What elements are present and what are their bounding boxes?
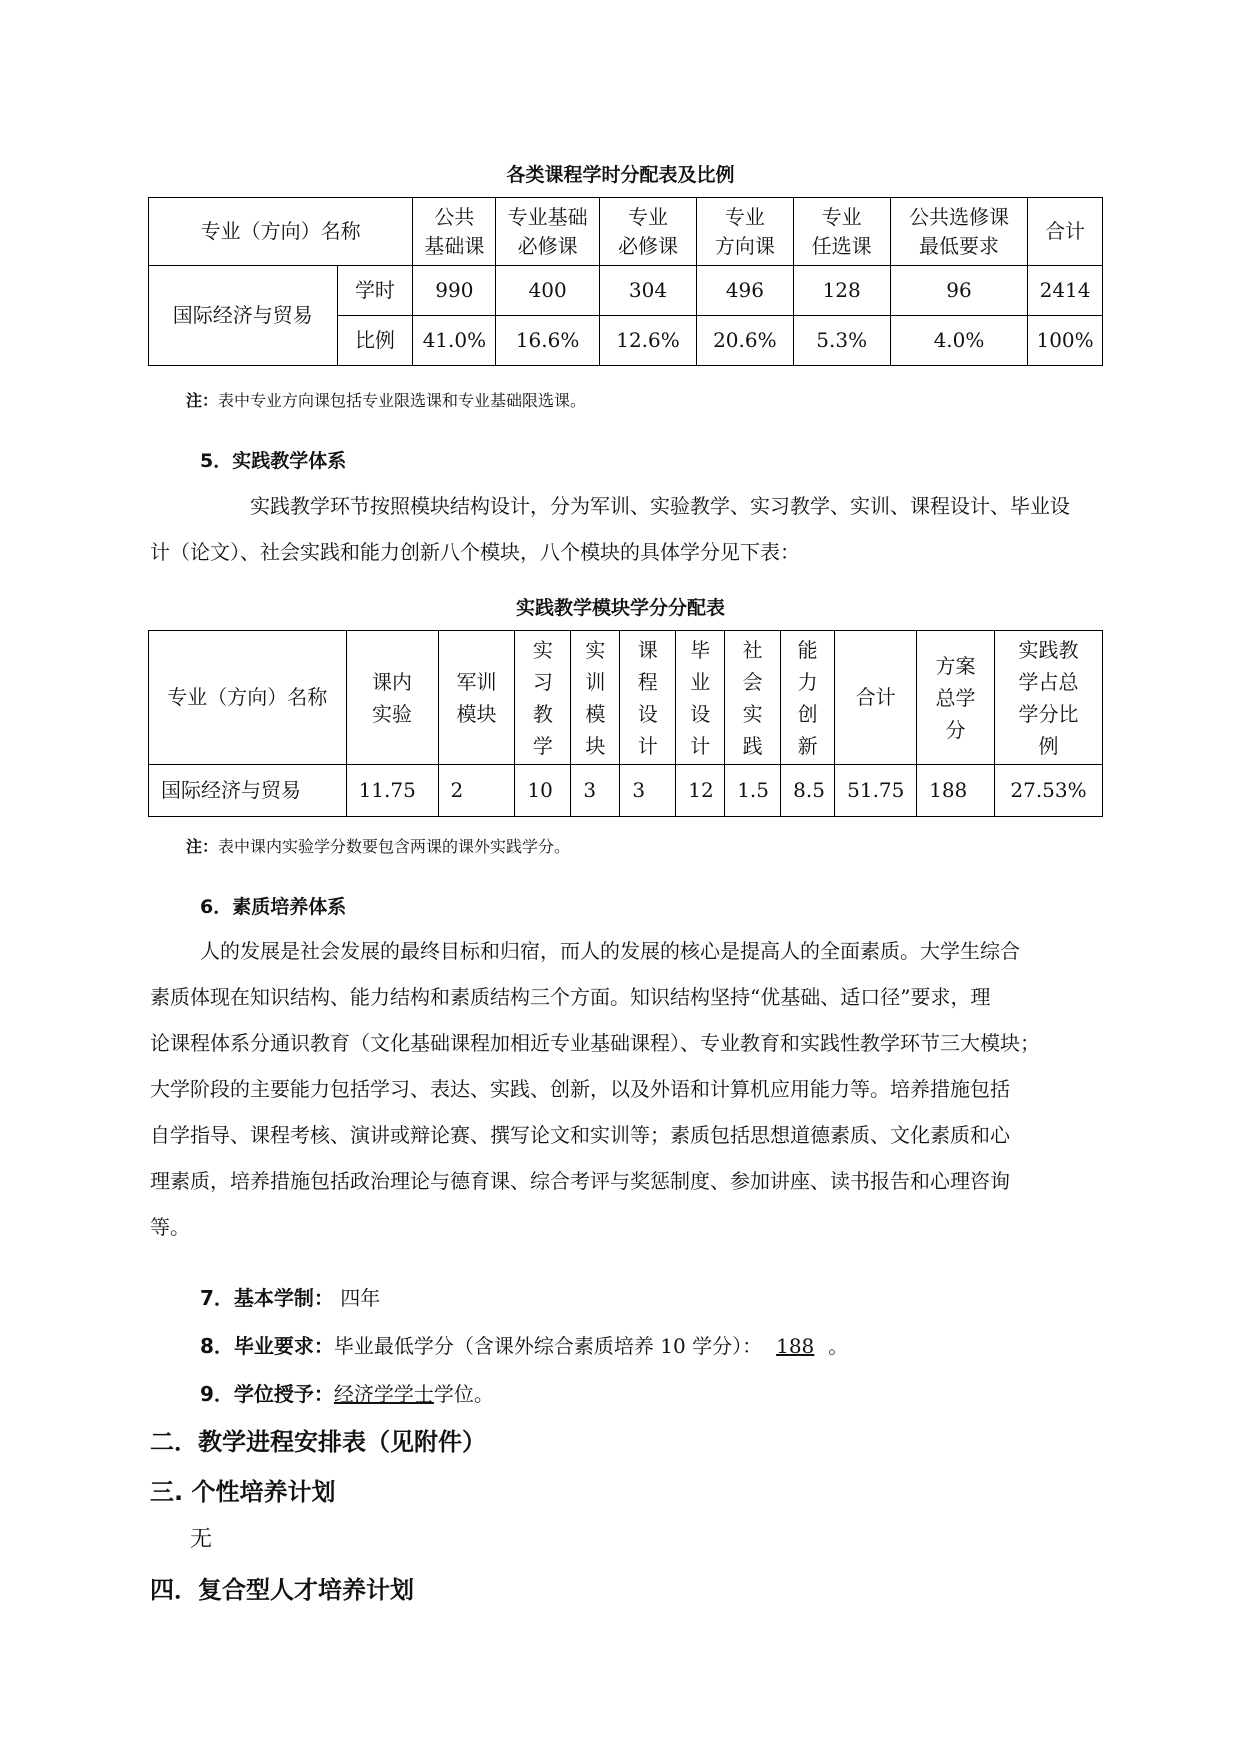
table1-note: 注：表中专业方向课包括专业限选课和专业基础限选课。: [186, 391, 587, 410]
t2-cell: 11.75: [346, 765, 438, 817]
t1-header-col: 专业 必修课: [599, 198, 696, 266]
t1-cell: 96: [890, 266, 1027, 316]
t1-cell: 128: [793, 266, 890, 316]
practice-credits-table: [148, 630, 1103, 817]
t2-header-col: 实训模块: [571, 631, 620, 765]
t2-header-col: 军训模块: [438, 631, 515, 765]
t2-header-col: 合计: [835, 631, 917, 765]
t1-cell: 990: [413, 266, 496, 316]
item9-degree: 9．学位授予：经济学学士学位。: [200, 1382, 494, 1406]
t1-major-cell: 国际经济与贸易: [149, 266, 338, 366]
t2-header-col: 毕业设计: [676, 631, 725, 765]
t2-header-col: 课程设计: [620, 631, 676, 765]
t2-header-col: 能力创新: [781, 631, 835, 765]
section5-heading: 5．实践教学体系: [200, 450, 347, 472]
t2-header-col: 实践教学占总学分比例: [995, 631, 1103, 765]
t1-header-col: 专业 方向课: [697, 198, 793, 266]
t1-header-col: 公共选修课 最低要求: [890, 198, 1027, 266]
table2-caption: 实践教学模块学分分配表: [515, 597, 725, 619]
t1-cell: 496: [697, 266, 793, 316]
t2-cell: 10: [515, 765, 571, 817]
personal-plan-body: 无: [190, 1527, 213, 1552]
t2-cell: 188: [917, 765, 995, 817]
t1-cell: 16.6%: [496, 316, 599, 366]
t2-cell: 2: [438, 765, 515, 817]
course-hours-table: [148, 197, 1103, 366]
heading-personal-plan: 三. 个性培养计划: [150, 1478, 336, 1506]
t2-cell: 3: [620, 765, 676, 817]
heading-compound-plan: 四．复合型人才培养计划: [150, 1576, 414, 1604]
t1-cell: 41.0%: [413, 316, 496, 366]
t2-cell: 27.53%: [995, 765, 1103, 817]
t2-cell: 3: [571, 765, 620, 817]
t1-cell: 2414: [1028, 266, 1103, 316]
t2-cell: 51.75: [835, 765, 917, 817]
t1-cell: 12.6%: [599, 316, 696, 366]
section6-paragraph: 人的发展是社会发展的最终目标和归宿，而人的发展的核心是提高人的全面素质。大学生综合 素质体现在知识结构、能力结构和素质结构三个方面。知识结构坚持“优基础、适口径”要求，理 论课程体系分通识教育（文化基础课程加相近专业基础课程）、专业教育和实践性教学环节三大模块； 大学阶段的主要能力包括学习、表达、实践、创新，以及外语和计算机应用能力等。培养措施包括 自学指导、课程考核、演讲或辩论赛、撰写论文和实训等；素质包括思想道德素质、文化素质和心 理素质，培养措施包括政治理论与德育课、综合考评与奖惩制度、参加讲座、读书报告和心理咨询 等。: [150, 939, 1040, 1239]
t1-cell: 100%: [1028, 316, 1103, 366]
t2-cell: 12: [676, 765, 725, 817]
t2-header-col: 课内实验: [346, 631, 438, 765]
t1-cell: 5.3%: [793, 316, 890, 366]
item7-duration: 7．基本学制： 四年: [200, 1286, 381, 1310]
t1-header-col: 公共 基础课: [413, 198, 496, 266]
t1-cell: 304: [599, 266, 696, 316]
table1-caption: 各类课程学时分配表及比例: [506, 164, 735, 186]
t2-major-cell: 国际经济与贸易: [149, 765, 347, 817]
t1-cell: 400: [496, 266, 599, 316]
heading-teaching-schedule: 二．教学进程安排表（见附件）: [150, 1428, 486, 1456]
t2-header-name: 专业（方向）名称: [149, 631, 347, 765]
table-row: [149, 266, 1103, 316]
t2-cell: 8.5: [781, 765, 835, 817]
section6-heading: 6．素质培养体系: [200, 896, 347, 918]
section5-paragraph: 实践教学环节按照模块结构设计，分为军训、实验教学、实习教学、实训、课程设计、毕业设 计（论文）、社会实践和能力创新八个模块，八个模块的具体学分见下表：: [150, 494, 1070, 564]
t1-cell: 4.0%: [890, 316, 1027, 366]
t1-header-col: 专业 任选课: [793, 198, 890, 266]
t2-header-col: 实习教学: [515, 631, 571, 765]
t1-header-col: 专业基础 必修课: [496, 198, 599, 266]
t2-header-col: 社会实践: [725, 631, 781, 765]
t1-header-col: 合计: [1028, 198, 1103, 266]
t2-cell: 1.5: [725, 765, 781, 817]
t1-row-label: 学时: [337, 266, 413, 316]
table-row: [149, 765, 1103, 817]
t1-header-name: 专业（方向）名称: [149, 198, 413, 266]
t1-cell: 20.6%: [697, 316, 793, 366]
item8-graduation: 8．毕业要求：毕业最低学分（含课外综合素质培养 10 学分）： 188 。: [200, 1334, 849, 1358]
t2-header-col: 方案总学分: [917, 631, 995, 765]
table2-note: 注：表中课内实验学分数要包含两课的课外实践学分。: [186, 837, 571, 856]
t1-row-label: 比例: [337, 316, 413, 366]
